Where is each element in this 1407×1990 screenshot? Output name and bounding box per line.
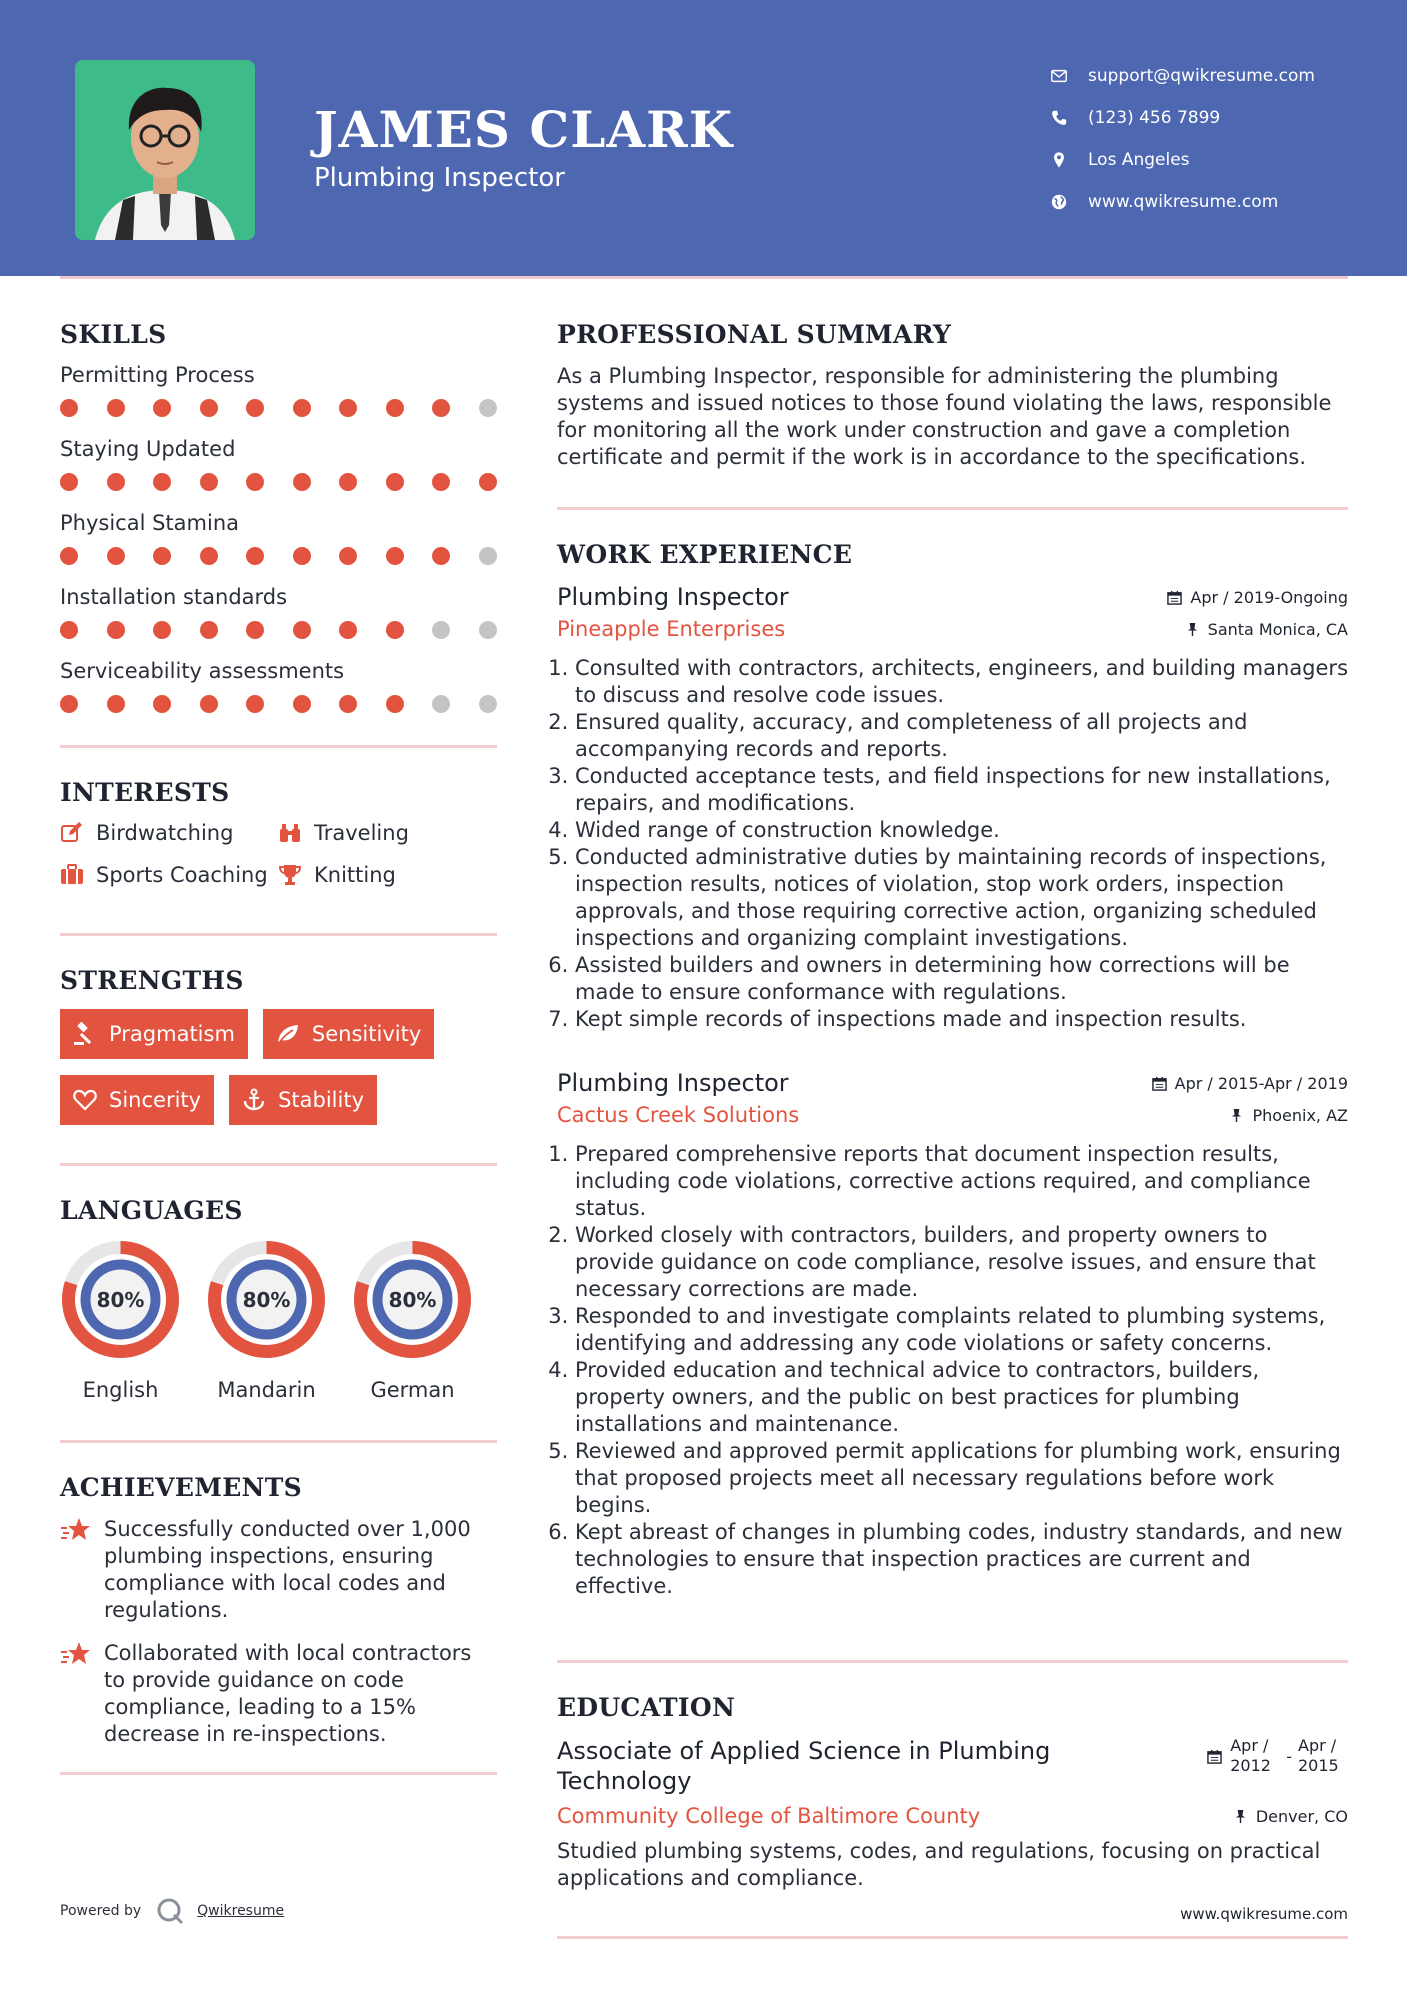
contact-website-text: www.qwikresume.com (1088, 192, 1279, 212)
rating-dot-filled (246, 621, 264, 639)
interest-label: Knitting (314, 863, 396, 887)
job-location (1229, 1106, 1348, 1125)
education-start-date: Apr / 2012 (1230, 1736, 1271, 1775)
section-divider (60, 1772, 497, 1775)
binoculars-icon (278, 821, 302, 845)
rating-dot-filled (60, 621, 78, 639)
rating-dot-filled (153, 621, 171, 639)
interests-title: INTERESTS (60, 778, 230, 807)
school-name: Community College of Baltimore County (557, 1804, 981, 1828)
rating-dot-filled (107, 621, 125, 639)
rating-dot-filled (153, 399, 171, 417)
rating-dot-filled (479, 473, 497, 491)
strength-label: Stability (278, 1088, 365, 1112)
rating-dot-filled (246, 473, 264, 491)
location-pin-icon (1050, 151, 1068, 169)
responsibility-item: 6. Kept abreast of changes in plumbing codes, industry standards, and new technologies to ensure that inspection practices are current and effective. (575, 1519, 1348, 1600)
language-name: Mandarin (217, 1378, 316, 1402)
calendar-icon (1167, 590, 1182, 605)
rating-dot-empty (479, 695, 497, 713)
job-dates-text: Apr / 2015-Apr / 2019 (1174, 1073, 1348, 1093)
rating-dot-filled (339, 399, 357, 417)
strengths-list (60, 1009, 497, 1125)
strengths-title: STRENGTHS (60, 966, 244, 995)
language-item (206, 1239, 327, 1402)
responsibility-item: 7. Kept simple records of inspections made and inspection results. (575, 1006, 1348, 1033)
strength-badge (60, 1075, 214, 1125)
rating-dot-filled (339, 473, 357, 491)
responsibility-item: 4. Wided range of construction knowledge. (575, 817, 1348, 844)
rating-dot-filled (386, 399, 404, 417)
footer-website[interactable]: www.qwikresume.com (1180, 1905, 1348, 1923)
skill-rating (60, 473, 497, 491)
language-name: German (370, 1378, 455, 1402)
responsibility-item: 2. Ensured quality, accuracy, and completeness of all projects and accompanying records and reports. (575, 709, 1348, 763)
education-dates: Apr / 2012 - Apr / 2015 (1207, 1736, 1348, 1776)
summary-title: PROFESSIONAL SUMMARY (557, 320, 952, 349)
skill-rating (60, 695, 497, 713)
job-location (1185, 620, 1348, 639)
section-divider (557, 1660, 1348, 1663)
leaf-icon (276, 1022, 300, 1046)
gavel-icon (73, 1022, 97, 1046)
job-dates (1167, 588, 1348, 607)
rating-dot-filled (386, 547, 404, 565)
strength-badge (60, 1009, 248, 1059)
job-title: Plumbing Inspector (557, 583, 789, 611)
rating-dot-filled (107, 547, 125, 565)
trophy-icon (278, 863, 302, 887)
education-end-date: Apr / 2015 (1298, 1736, 1339, 1775)
rating-dot-filled (339, 621, 357, 639)
rating-dot-empty (479, 621, 497, 639)
education-entry (557, 1736, 1348, 1892)
language-percent: 80% (388, 1288, 437, 1312)
education-location-text: Denver, CO (1255, 1806, 1348, 1826)
achievements-list (60, 1516, 497, 1748)
rating-dot-filled (200, 547, 218, 565)
profile-photo (75, 60, 255, 240)
rating-dot-filled (293, 695, 311, 713)
contact-phone[interactable] (1050, 97, 1315, 139)
interest-label: Birdwatching (96, 821, 234, 845)
skill-name: Staying Updated (60, 437, 236, 461)
job-dates-text: Apr / 2019-Ongoing (1190, 587, 1348, 607)
languages-list (60, 1239, 497, 1402)
skill-rating (60, 399, 497, 417)
right-column (557, 320, 1348, 1892)
rating-dot-filled (432, 473, 450, 491)
anchor-icon (242, 1088, 266, 1112)
strength-badge (263, 1009, 434, 1059)
degree-name: Associate of Applied Science in Plumbing Technology (557, 1737, 1051, 1795)
pushpin-icon (1185, 622, 1200, 637)
interest-label: Sports Coaching (96, 863, 268, 887)
education-description: Studied plumbing systems, codes, and regulations, focusing on practical applications and compliance. (557, 1839, 1321, 1890)
language-ring (352, 1239, 473, 1360)
contact-email-text: support@qwikresume.com (1088, 66, 1315, 86)
rating-dot-filled (107, 473, 125, 491)
star-trophy-icon (60, 1516, 92, 1544)
skill-name: Installation standards (60, 585, 288, 609)
left-column (60, 320, 497, 1775)
education-title: EDUCATION (557, 1693, 736, 1722)
contact-website[interactable] (1050, 181, 1315, 223)
rating-dot-filled (200, 621, 218, 639)
section-divider (60, 933, 497, 936)
qwikresume-logo-icon (155, 1896, 185, 1926)
achievement-text: Collaborated with local contractors to provide guidance on code compliance, leading to a 15% decrease in re-inspections. (104, 1641, 472, 1746)
job-entry (557, 1069, 1348, 1600)
pushpin-icon (1233, 1809, 1248, 1824)
rating-dot-filled (293, 399, 311, 417)
contact-phone-text: (123) 456 7899 (1088, 108, 1221, 128)
rating-dot-filled (200, 399, 218, 417)
achievement-item (60, 1516, 497, 1624)
rating-dot-filled (60, 547, 78, 565)
star-trophy-icon (60, 1640, 92, 1668)
language-ring (60, 1239, 181, 1360)
phone-icon (1050, 109, 1068, 127)
skill-item (60, 363, 497, 417)
job-location-text: Santa Monica, CA (1207, 619, 1348, 639)
language-item (60, 1239, 181, 1402)
contact-email[interactable] (1050, 55, 1315, 97)
job-location-text: Phoenix, AZ (1252, 1105, 1348, 1125)
language-item (352, 1239, 473, 1402)
education-location (1233, 1807, 1348, 1826)
rating-dot-filled (60, 399, 78, 417)
company-name: Cactus Creek Solutions (557, 1103, 800, 1127)
language-percent: 80% (242, 1288, 291, 1312)
candidate-name: JAMES CLARK (314, 100, 734, 159)
language-percent: 80% (96, 1288, 145, 1312)
header-divider (60, 276, 1348, 279)
edit-icon (60, 821, 84, 845)
rating-dot-filled (246, 399, 264, 417)
skill-item (60, 437, 497, 491)
section-divider (60, 1440, 497, 1443)
language-name: English (82, 1378, 159, 1402)
rating-dot-filled (200, 695, 218, 713)
powered-by-text: Powered by (60, 1903, 142, 1919)
experience-title: WORK EXPERIENCE (557, 540, 853, 569)
rating-dot-filled (246, 695, 264, 713)
skill-name: Serviceability assessments (60, 659, 345, 683)
strength-label: Sensitivity (311, 1022, 422, 1046)
job-title: Plumbing Inspector (557, 1069, 789, 1097)
rating-dot-filled (153, 695, 171, 713)
footer-powered-by (60, 1896, 284, 1926)
rating-dot-filled (293, 621, 311, 639)
skills-title: SKILLS (60, 320, 167, 349)
strength-badge (229, 1075, 377, 1125)
rating-dot-filled (153, 473, 171, 491)
rating-dot-filled (293, 473, 311, 491)
rating-dot-filled (432, 547, 450, 565)
rating-dot-filled (60, 695, 78, 713)
skill-name: Physical Stamina (60, 511, 240, 535)
qwikresume-link[interactable]: Qwikresume (197, 1903, 285, 1919)
profile-photo-illustration (75, 60, 255, 240)
responsibility-item: 1. Prepared comprehensive reports that document inspection results, including code violations, corrective actions required, and compliance status. (575, 1141, 1348, 1222)
skill-name: Permitting Process (60, 363, 255, 387)
rating-dot-filled (432, 399, 450, 417)
interest-item (60, 821, 278, 845)
rating-dot-filled (386, 473, 404, 491)
responsibility-item: 2. Worked closely with contractors, builders, and property owners to provide guidance on code compliance, resolve issues, and ensure that necessary corrections are made. (575, 1222, 1348, 1303)
job-entry (557, 583, 1348, 1033)
skill-item (60, 585, 497, 639)
rating-dot-filled (60, 473, 78, 491)
rating-dot-filled (339, 547, 357, 565)
strength-label: Pragmatism (109, 1022, 235, 1046)
job-dates (1152, 1074, 1348, 1093)
skill-item (60, 511, 497, 565)
strength-label: Sincerity (109, 1088, 202, 1112)
rating-dot-filled (153, 547, 171, 565)
skill-rating (60, 621, 497, 639)
responsibility-item: 5. Conducted administrative duties by maintaining records of inspections, inspection results, notices of violation, stop work orders, inspection approvals, and those requiring corrective action, organizing scheduled inspections and organizing complaint investigations. (575, 844, 1348, 952)
responsibilities-list (557, 1141, 1348, 1600)
company-name: Pineapple Enterprises (557, 617, 786, 641)
rating-dot-filled (246, 547, 264, 565)
heart-icon (73, 1088, 97, 1112)
rating-dot-empty (479, 399, 497, 417)
achievement-item (60, 1640, 497, 1748)
responsibility-item: 5. Reviewed and approved permit applications for plumbing work, ensuring that proposed projects meet all necessary regulations before work begins. (575, 1438, 1348, 1519)
rating-dot-filled (339, 695, 357, 713)
briefcase-icon (60, 863, 84, 887)
languages-title: LANGUAGES (60, 1196, 243, 1225)
section-divider (557, 507, 1348, 510)
rating-dot-empty (432, 621, 450, 639)
rating-dot-filled (386, 621, 404, 639)
responsibility-item: 3. Conducted acceptance tests, and field inspections for new installations, repairs, and modifications. (575, 763, 1348, 817)
language-ring (206, 1239, 327, 1360)
skills-list (60, 363, 497, 713)
pushpin-icon (1229, 1108, 1244, 1123)
rating-dot-filled (107, 399, 125, 417)
interest-label: Traveling (314, 821, 409, 845)
rating-dot-empty (479, 547, 497, 565)
rating-dot-empty (432, 695, 450, 713)
rating-dot-filled (386, 695, 404, 713)
rating-dot-filled (107, 695, 125, 713)
section-divider (60, 1163, 497, 1166)
achievement-text: Successfully conducted over 1,000 plumbing inspections, ensuring compliance with local codes and regulations. (104, 1517, 471, 1622)
responsibilities-list (557, 655, 1348, 1033)
skill-rating (60, 547, 497, 565)
interest-item (278, 863, 497, 887)
responsibility-item: 4. Provided education and technical advice to contractors, builders, property owners, and the public on best practices for plumbing installations and maintenance. (575, 1357, 1348, 1438)
globe-icon (1050, 193, 1068, 211)
skill-item (60, 659, 497, 713)
contact-location-text: Los Angeles (1088, 150, 1190, 170)
interests-list (60, 821, 497, 887)
interest-item (278, 821, 497, 845)
responsibility-item: 6. Assisted builders and owners in determining how corrections will be made to ensure conformance with regulations. (575, 952, 1348, 1006)
contact-list (1050, 55, 1315, 223)
responsibility-item: 3. Responded to and investigate complaints related to plumbing systems, identifying and addressing any code violations or safety concerns. (575, 1303, 1348, 1357)
candidate-title: Plumbing Inspector (314, 163, 565, 193)
rating-dot-filled (200, 473, 218, 491)
responsibility-item: 1. Consulted with contractors, architects, engineers, and building managers to discuss and resolve code issues. (575, 655, 1348, 709)
achievements-title: ACHIEVEMENTS (60, 1473, 302, 1502)
envelope-icon (1050, 67, 1068, 85)
rating-dot-filled (293, 547, 311, 565)
resume-header (0, 0, 1407, 276)
summary-text: As a Plumbing Inspector, responsible for administering the plumbing systems and issued notices to those found violating the laws, responsible for monitoring all the work under construction and gave a completion certificate and permit if the work is in accordance to the specifications. (557, 364, 1332, 469)
calendar-icon (1152, 1076, 1167, 1091)
section-divider (60, 745, 497, 748)
interest-item (60, 863, 278, 887)
calendar-icon (1207, 1749, 1222, 1764)
footer-divider (557, 1936, 1348, 1939)
contact-location (1050, 139, 1315, 181)
